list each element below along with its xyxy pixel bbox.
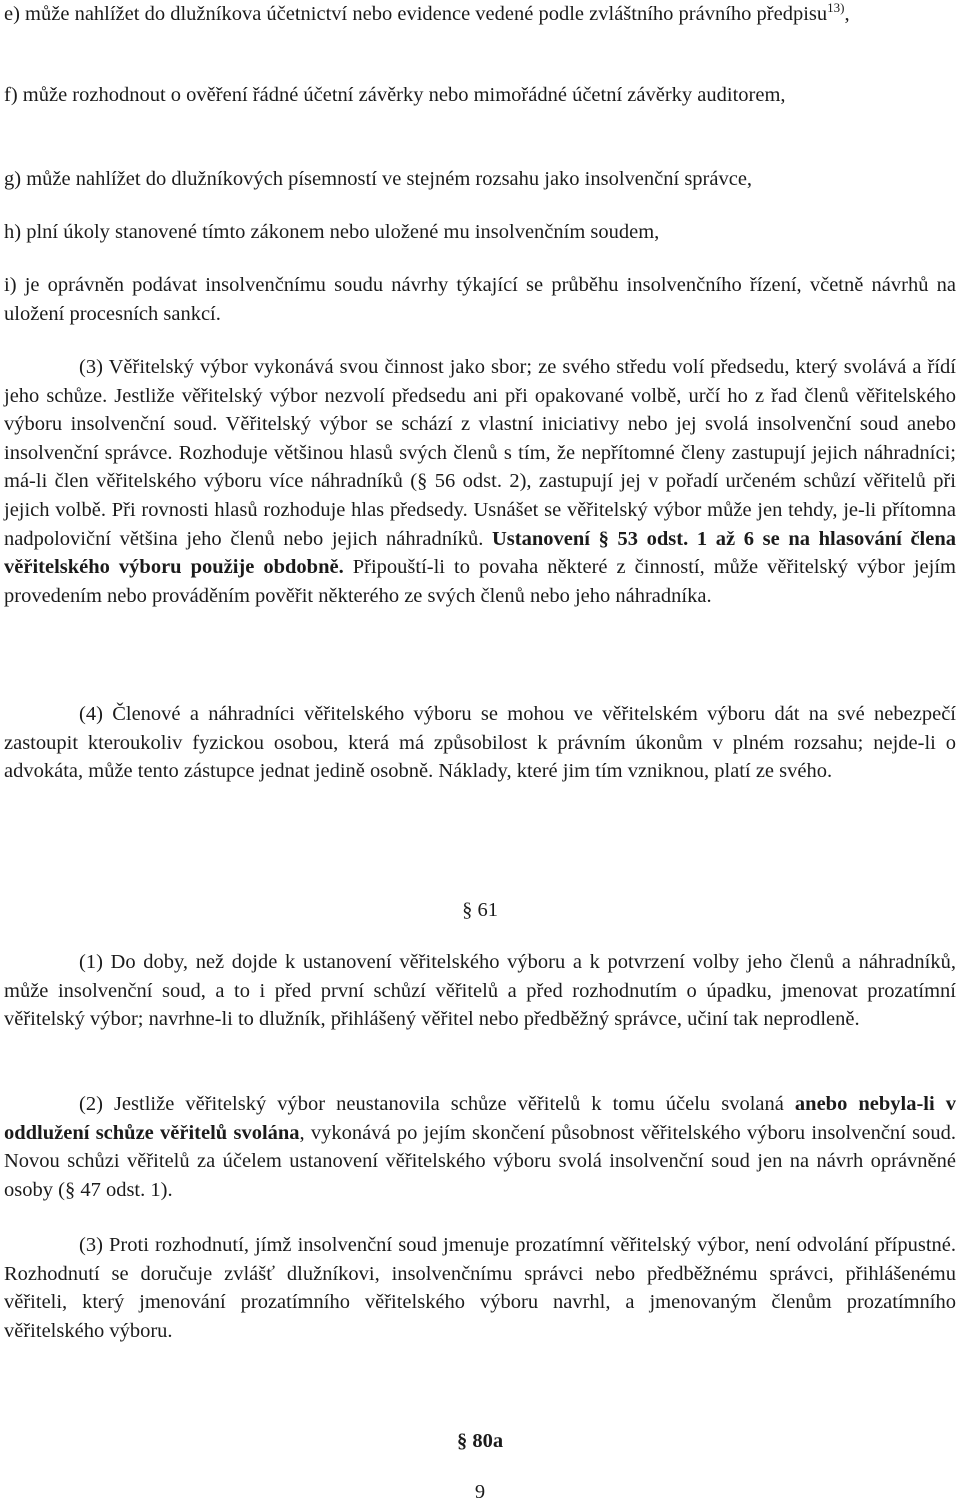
p3-part1: (3) Věřitelský výbor vykonává svou činnost jako sbor; ze svého středu volí předsedu, který svolává a řídí jeho schůze. Jestliže věřitelský výbor nezvolí předsedu ani při opakované volbě, určí ho z řad členů věřitelského výboru insolvenční soud. Věřitelský výbor se schází z vlastní iniciativy nebo jej svolá insolvenční soud anebo insolvenční správce. Rozhoduje většinou hlasů svých členů s tím, že nepřítomné členy zastupují jejich náhradníci; má-li člen věřitelského výboru více náhradníků (: [4, 356, 956, 493]
p3-bold-pre: Ustanovení: [492, 527, 599, 550]
p3-part2: 56 odst. 2), zastupují jej v pořadí určeném schůzí věřitelů při jejich volbě. Při rovnosti hlasů rozhoduje hlas předsedy. Usnášet se věřitelský výbor může jen tehdy, je-li přítomna nadpoloviční většina jeho členů nebo jejich náhradníků.: [4, 470, 956, 550]
item-e-text: e) může nahlížet do dlužníkova účetnictví nebo evidence vedené podle zvláštního právního předpisu: [4, 3, 828, 25]
s61-p2-part1: (2) Jestliže věřitelský výbor neustanovila schůze věřitelů k tomu účelu svolaná: [79, 1093, 795, 1115]
section-heading-80a: [4, 1427, 956, 1456]
paragraph-4: (4) Členové a náhradníci věřitelského výboru se mohou ve věřitelském výboru dát na své nebezpečí zastoupit kteroukoliv fyzickou osobou, která má způsobilost k právním úkonům v plném rozsahu; nejde-li o advokáta, může tento zástupce jednat jedině osobně. Náklady, které jim tím vzniknou, platí ze svého.: [4, 703, 956, 783]
item-g: g) může nahlížet do dlužníkových písemností ve stejném rozsahu jako insolvenční správce,: [4, 168, 753, 190]
section-number: 80a: [467, 1430, 504, 1452]
page-number: 9: [474, 1481, 486, 1503]
s61-paragraph-2: [4, 1090, 956, 1204]
item-i: i) je oprávněn podávat insolvenčnímu soudu návrhy týkající se průběhu insolvenčního řízení, včetně návrhů na uložení procesních sankcí.: [4, 274, 956, 325]
item-e-tail: ,: [844, 3, 850, 25]
item-h: h) plní úkoly stanovené tímto zákonem nebo uložené mu insolvenčním soudem,: [4, 221, 660, 243]
section-number: 61: [472, 899, 498, 921]
section-heading-61: [4, 896, 956, 925]
p3-bold-post: 53 odst. 1 až 6 se na hlasování člena věřitelského výboru použije obdobně.: [4, 527, 956, 579]
footnote-ref: 13): [827, 0, 845, 16]
section-sign: §: [456, 1430, 468, 1452]
section-sign: §: [598, 527, 609, 550]
paragraph-3: [4, 353, 956, 610]
s61-paragraph-1: (1) Do doby, než dojde k ustanovení věřitelského výboru a k potvrzení volby jeho členů a náhradníků, může insolvenční soud, a to i před první schůzí věřitelů a před rozhodnutím o úpadku, jmenovat prozatímní věřitelský výbor; navrhne-li to dlužník, přihlášený věřitel nebo předběžný správce, učiní tak neprodleně.: [4, 951, 956, 1031]
section-sign: §: [417, 470, 428, 493]
section-sign: §: [64, 1178, 76, 1201]
item-f: f) může rozhodnout o ověření řádné účetní závěrky nebo mimořádné účetní závěrky auditorem,: [4, 84, 786, 106]
s61-p2-bold: anebo nebyla-li v oddlužení schůze věřitelů svolána: [4, 1093, 956, 1144]
s61-p2-part2: , vykonává po jejím skončení působnost věřitelského výboru insolvenční soud. Novou schůzi věřitelů za účelem ustanovení věřitelského výboru svolá insolvenční soud jen na návrh oprávněné osoby (: [4, 1121, 956, 1201]
document-page: [4, 0, 956, 1509]
s61-p2-part3: 47 odst. 1).: [75, 1178, 173, 1201]
section-sign: §: [462, 899, 473, 921]
s61-paragraph-3: (3) Proti rozhodnutí, jímž insolvenční soud jmenuje prozatímní věřitelský výbor, není odvolání přípustné. Rozhodnutí se doručuje zvlášť dlužníkovi, insolvenčnímu správci nebo předběžnému správci, přihlášenému věřiteli, který jmenování prozatímního věřitelského výboru navrhl, a jmenovaným členům prozatímního věřitelského výboru.: [4, 1234, 956, 1342]
p3-part3: Připouští-li to povaha některé z činností, může věřitelský výbor jejím provedením nebo prováděním pověřit některého ze svých členů nebo jeho náhradníka.: [4, 556, 956, 607]
item-e: [4, 0, 956, 29]
